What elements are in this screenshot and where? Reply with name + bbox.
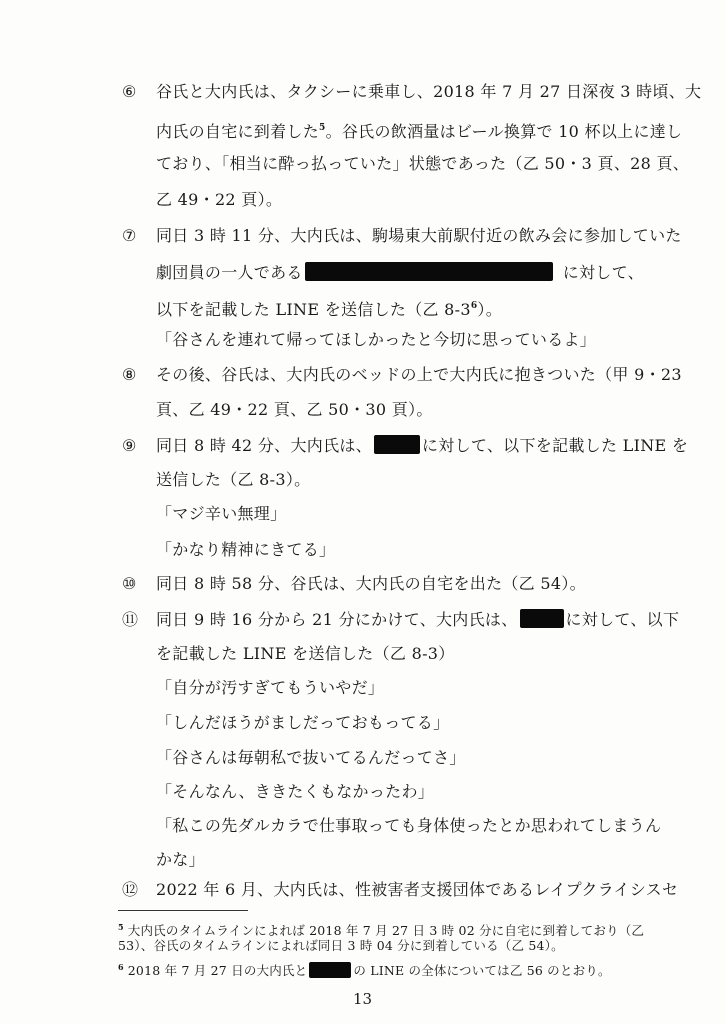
footnote-5-line-1: $^5$ 大内氏のタイムラインによれば 2018 年 7 月 27 日 3 時 02 分に自宅に到着しており（乙 bbox=[118, 922, 645, 938]
redaction-box bbox=[520, 609, 564, 628]
footnote-5-line-2: 53）、谷氏のタイムラインによれば同日 3 時 04 分に到着している（乙 54）。 bbox=[118, 938, 564, 953]
item-11-quote-5-cont: かな」 bbox=[156, 850, 205, 869]
item-7-line-2: 劇団員の一人である に対して、 bbox=[156, 263, 644, 282]
item-12-line-1: ⑫ 2022 年 6 月、大内氏は、性被害者支援団体であるレイプクライシスセ bbox=[122, 880, 679, 899]
item-9-quote-1: 「マジ辛い無理」 bbox=[156, 504, 287, 523]
redaction-box bbox=[309, 962, 351, 978]
item-6-line-4: 乙 49・22 頁）。 bbox=[156, 190, 283, 209]
item-8-number: ⑧ bbox=[122, 365, 137, 384]
footnote-6-mark: 6 bbox=[118, 962, 124, 972]
item-11-quote-5: 「私この先ダルカラで仕事取っても身体使ったとか思われてしまうん bbox=[156, 816, 662, 835]
item-9-line-2: 送信した（乙 8-3）。 bbox=[156, 470, 311, 489]
item-8-line-2: 頁、乙 49・22 頁、乙 50・30 頁）。 bbox=[156, 400, 433, 419]
item-11-number: ⑪ bbox=[122, 610, 139, 629]
item-11-quote-4: 「そんなん、ききたくもなかったわ」 bbox=[156, 782, 435, 801]
footnote-5-mark: 5 bbox=[118, 922, 124, 932]
page-number: 13 bbox=[352, 990, 373, 1008]
item-9-number: ⑨ bbox=[122, 436, 137, 455]
item-10-line-1: ⑩ 同日 8 時 58 分、谷氏は、大内氏の自宅を出た（乙 54）。 bbox=[122, 574, 586, 593]
redaction-box bbox=[374, 435, 420, 454]
item-6-line-1: ⑥ 谷氏と大内氏は、タクシーに乗車し、2018 年 7 月 27 日深夜 3 時頃、大 bbox=[122, 82, 702, 101]
item-7-quote-1: 「谷さんを連れて帰ってほしかったと今切に思っているよ」 bbox=[156, 330, 597, 349]
footnote-ref-6[interactable]: 6 bbox=[470, 301, 478, 311]
item-9-line-1: ⑨ 同日 8 時 42 分、大内氏は、 に対して、以下を記載した LINE を bbox=[122, 436, 689, 455]
item-11-line-2: を記載した LINE を送信した（乙 8-3） bbox=[156, 644, 455, 663]
item-11-quote-3: 「谷さんは毎朝私で抜いてるんだってさ」 bbox=[156, 748, 466, 767]
redaction-box bbox=[305, 262, 553, 281]
item-7-line-3: 以下を記載した LINE を送信した（乙 $8-3^6$）。 bbox=[156, 300, 503, 319]
footnote-ref-5[interactable]: 5 bbox=[319, 123, 326, 133]
item-11-quote-1: 「自分が汚すぎてもういやだ」 bbox=[156, 678, 385, 697]
item-6-line-3: ており、「相当に酔っ払っていた」状態であった（乙 50・3 頁、28 頁、 bbox=[156, 154, 690, 173]
item-11-quote-2: 「しんだほうがましだっておもってる」 bbox=[156, 713, 450, 732]
item-10-number: ⑩ bbox=[122, 574, 137, 593]
footnote-divider bbox=[118, 910, 248, 911]
footnote-6: $^6$ 2018 年 7 月 27 日の大内氏と の LINE の全体については乙 56 のとおり。 bbox=[118, 962, 611, 978]
item-7-line-1: ⑦ 同日 3 時 11 分、大内氏は、駒場東大前駅付近の飲み会に参加していた bbox=[122, 226, 682, 245]
item-11-line-1: ⑪ 同日 9 時 16 分から 21 分にかけて、大内氏は、 に対して、以下 bbox=[122, 610, 680, 629]
item-6-number: ⑥ bbox=[122, 82, 137, 101]
item-7-number: ⑦ bbox=[122, 226, 137, 245]
item-9-quote-2: 「かなり精神にきてる」 bbox=[156, 540, 336, 559]
item-8-line-1: ⑧ その後、谷氏は、大内氏のベッドの上で大内氏に抱きついた（甲 9・23 bbox=[122, 365, 682, 384]
item-6-line-2: 内氏の自宅に到着した$^5$。谷氏の飲酒量はビール換算で 10 杯以上に達し bbox=[156, 122, 683, 141]
item-12-number: ⑫ bbox=[122, 880, 139, 899]
